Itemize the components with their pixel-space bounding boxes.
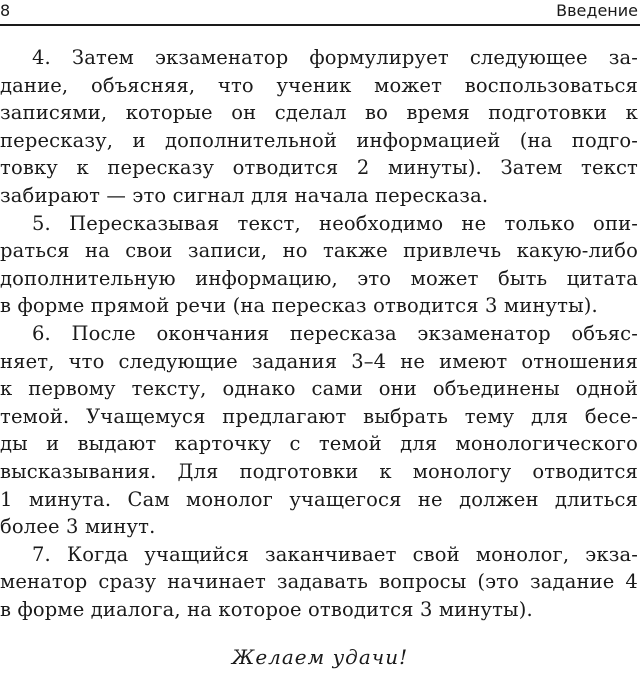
paragraph <box>0 320 638 541</box>
text-line: менатор сразу начинает задавать вопросы (это задание 4 <box>0 570 638 594</box>
paragraph <box>0 210 638 320</box>
text-line: 5. Пересказывая текст, необходимо не только опи- <box>32 211 638 235</box>
text-line: к первому тексту, однако сами они объединены одной <box>0 377 638 401</box>
text-line: пересказу, и дополнительной информацией (на подго- <box>0 128 638 152</box>
text-line: в форме диалога, на которое отводится 3 минуты). <box>0 597 533 621</box>
text-line: 6. После окончания пересказа экзаменатор объяс- <box>32 321 638 345</box>
text-line: 7. Когда учащийся заканчивает свой монолог, экза- <box>32 542 638 566</box>
text-line: раться на свои записи, но также привлечь какую-либо <box>0 239 638 263</box>
text-line: дополнительную информацию, это может быть цитата <box>0 266 638 290</box>
text-line: забирают — это сигнал для начала пересказа. <box>0 183 489 207</box>
text-line: 1 минута. Сам монолог учащегося не должен длиться <box>0 487 638 511</box>
page-number: 8 <box>0 1 11 20</box>
paragraph <box>0 541 638 624</box>
text-line: 4. Затем экзаменатор формулирует следующее за- <box>32 46 638 69</box>
page-header <box>0 0 640 26</box>
text-line: ды и выдают карточку с темой для монологического <box>0 432 638 456</box>
paragraph <box>0 44 638 210</box>
body-text <box>0 44 638 623</box>
text-line: няет, что следующие задания 3–4 не имеют отношения <box>0 349 638 373</box>
text-line: записями, которые он сделал во время подготовки к <box>0 101 638 125</box>
text-line: более 3 минут. <box>0 515 156 539</box>
text-line: дание, объясняя, что ученик может воспользоваться <box>0 73 638 97</box>
text-line: темой. Учащемуся предлагают выбрать тему для бесе- <box>0 404 638 428</box>
closing-wish: Желаем удачи! <box>231 645 409 669</box>
running-title: Введение <box>556 1 638 20</box>
text-line: в форме прямой речи (на пересказ отводится 3 минуты). <box>0 294 598 318</box>
text-line: высказывания. Для подготовки к монологу отводится <box>0 459 638 483</box>
text-line: товку к пересказу отводится 2 минуты). Затем текст <box>0 156 638 180</box>
